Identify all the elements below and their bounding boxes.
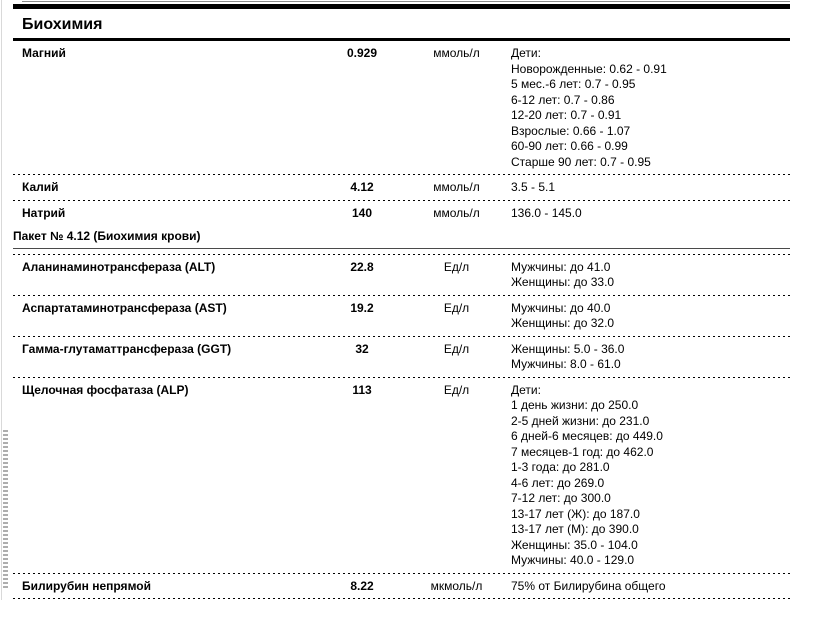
reference-line: 60-90 лет: 0.66 - 0.99	[511, 139, 628, 153]
table-row-potassium	[13, 175, 790, 200]
reference-ranges	[511, 301, 790, 332]
reference-line: 6-12 лет: 0.7 - 0.86	[511, 92, 615, 107]
reference-line: Женщины: до 32.0	[511, 316, 615, 330]
table-row-alt	[13, 255, 790, 295]
test-name: Аспартатаминотрансфераза (AST)	[22, 300, 227, 315]
reference-line: Дети:	[511, 382, 541, 397]
test-value: 8.22	[350, 578, 374, 593]
test-value: 22.8	[350, 259, 374, 274]
table-row-ggt	[13, 337, 790, 377]
table-row-indirect-bilirubin	[13, 574, 790, 599]
reference-line: Женщины: 35.0 - 104.0	[511, 537, 638, 552]
test-name: Калий	[22, 180, 59, 194]
reference-line: 3.5 - 5.1	[511, 180, 556, 194]
test-value: 0.929	[346, 46, 378, 60]
test-unit: ммоль/л	[433, 46, 480, 60]
reference-ranges	[511, 260, 790, 291]
reference-line: Мужчины: 40.0 - 129.0	[511, 553, 635, 567]
reference-line: 136.0 - 145.0	[511, 205, 582, 220]
reference-line: 75% от Билирубина общего	[511, 578, 666, 593]
test-value: 4.12	[350, 180, 374, 194]
test-value: 113	[352, 382, 372, 397]
table-row-alp	[13, 378, 790, 573]
reference-line: 7 месяцев-1 год: до 462.0	[511, 444, 654, 459]
reference-line: 1 день жизни: до 250.0	[511, 398, 639, 412]
reference-line: Взрослые: 0.66 - 1.07	[511, 123, 631, 138]
reference-line: 2-5 дней жизни: до 231.0	[511, 413, 650, 428]
report-content	[13, 0, 790, 599]
reference-ranges	[511, 342, 790, 373]
reference-ranges	[511, 206, 790, 222]
reference-line: Новорожденные: 0.62 - 0.91	[511, 61, 667, 76]
reference-ranges	[511, 383, 790, 569]
reference-line: Мужчины: до 40.0	[511, 300, 611, 315]
reference-line: 7-12 лет: до 300.0	[511, 491, 611, 505]
reference-line: 12-20 лет: 0.7 - 0.91	[511, 108, 622, 122]
section-title: Биохимия	[13, 9, 790, 41]
reference-line: Женщины: до 33.0	[511, 275, 615, 289]
reference-line: 13-17 лет (М): до 390.0	[511, 522, 639, 536]
test-name: Щелочная фосфатаза (ALP)	[22, 382, 189, 397]
test-unit: ммоль/л	[433, 180, 480, 194]
reference-line: 5 мес.-6 лет: 0.7 - 0.95	[511, 77, 636, 91]
test-unit: Ед/л	[443, 259, 470, 274]
test-unit: Ед/л	[443, 300, 470, 315]
top-gray-rule	[22, 1, 790, 2]
page-left-hairline	[1, 0, 2, 600]
test-value: 140	[351, 205, 373, 220]
test-name: Магний	[22, 46, 66, 60]
reference-line: Мужчины: до 41.0	[511, 259, 611, 274]
test-unit: Ед/л	[443, 341, 470, 356]
reference-line: 13-17 лет (Ж): до 187.0	[511, 506, 640, 521]
test-name: Гамма-глутаматтрансфераза (GGT)	[22, 341, 232, 356]
test-unit: Ед/л	[443, 382, 470, 397]
test-name: Билирубин непрямой	[22, 578, 151, 593]
reference-line: Дети:	[511, 46, 541, 60]
reference-line: Старше 90 лет: 0.7 - 0.95	[511, 154, 651, 169]
dotted-separator	[13, 598, 790, 599]
table-row-magnesium	[13, 41, 790, 174]
reference-line: 4-6 лет: до 269.0	[511, 475, 605, 490]
test-unit: мкмоль/л	[430, 578, 483, 593]
reference-line: Мужчины: 8.0 - 61.0	[511, 357, 621, 371]
reference-ranges	[511, 180, 790, 196]
table-row-sodium	[13, 201, 790, 226]
reference-line: 1-3 года: до 281.0	[511, 460, 610, 474]
table-row-ast	[13, 296, 790, 336]
test-name: Аланинаминотрансфераза (ALT)	[22, 259, 216, 274]
reference-line: Женщины: 5.0 - 36.0	[511, 341, 625, 356]
test-value: 19.2	[350, 300, 374, 315]
reference-line: 6 дней-6 месяцев: до 449.0	[511, 429, 663, 443]
package-section-header: Пакет № 4.12 (Биохимия крови)	[13, 225, 790, 249]
left-margin-vertical-print-text	[3, 430, 8, 590]
reference-ranges	[511, 579, 790, 595]
test-value: 32	[355, 341, 369, 356]
test-name: Натрий	[22, 205, 66, 220]
reference-ranges	[511, 46, 790, 170]
test-unit: ммоль/л	[433, 205, 480, 220]
